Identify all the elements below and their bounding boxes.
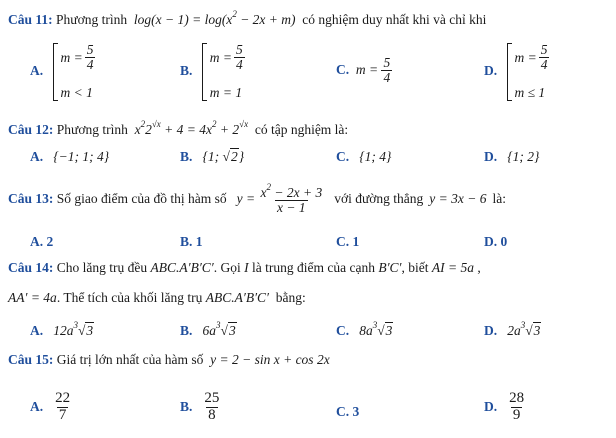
option-c-expression: m = $\frac{5}{4}$	[352, 55, 391, 86]
question-14-point: I	[244, 260, 249, 275]
question-13-option-b[interactable]: B. 1	[180, 234, 203, 249]
option-a-system: m = $\frac{5}{4}$ m < 1	[53, 43, 96, 101]
question-12-text-a: Phương trình	[56, 122, 128, 137]
option-a-label: A.	[30, 63, 44, 79]
question-13-text-b: với đường thẳng	[334, 191, 424, 207]
option-a-label: A.	[30, 149, 44, 164]
question-12-option-b[interactable]	[180, 149, 244, 165]
question-14-text-e: . Thể tích của khối lăng trụ	[56, 290, 203, 305]
question-14-text-a: Cho lăng trụ đều	[56, 260, 148, 275]
question-11-equation: $\log(x - 1) = \log(x^2 - 2x + m)$	[133, 9, 296, 27]
option-b-fraction: $\frac{25}{8}$	[204, 390, 220, 423]
question-15-option-b[interactable]	[180, 391, 221, 424]
question-14-text-b: . Gọi	[213, 260, 241, 275]
option-a-set: {−1; 1; 4}	[46, 149, 110, 164]
option-b-set: {1; √2}	[195, 149, 245, 164]
option-a-fraction: $\frac{22}{7}$	[55, 390, 71, 423]
question-13-label: Câu 13:	[8, 191, 54, 207]
question-11-option-c[interactable]	[336, 56, 392, 85]
question-14-option-d[interactable]	[484, 320, 541, 339]
question-11-label: Câu 11:	[8, 12, 53, 27]
question-11-text-a: Phương trình	[56, 12, 128, 27]
option-d-system: m = $\frac{5}{4}$ m ≤ 1	[507, 43, 550, 101]
question-15-label: Câu 15:	[8, 352, 54, 367]
question-14-line-1: Câu 14: Cho lăng trụ đều ABC.A′B′C′. Gọi I là trung điểm của cạnh B′C′, biết AI = 5a ,	[8, 260, 481, 275]
question-12-option-c[interactable]	[336, 149, 391, 165]
question-13-function: y = $\frac{x^2 - 2x + 3}{x - 1}$	[236, 182, 323, 216]
option-b-label: B.	[180, 323, 193, 338]
option-c-label: C.	[336, 149, 350, 164]
option-c-set: {1; 4}	[352, 149, 392, 164]
question-12-text-b: có tập nghiệm là:	[254, 122, 349, 137]
question-13-option-a[interactable]: A. 2	[30, 234, 54, 249]
question-12-option-d[interactable]	[484, 149, 539, 165]
option-d-label: D.	[484, 63, 498, 79]
question-15-option-d[interactable]	[484, 391, 526, 424]
question-14-text-d: , biết	[401, 260, 429, 275]
question-14-option-b[interactable]	[180, 320, 237, 339]
question-14-prism: ABC.A′B′C′	[150, 260, 214, 275]
option-c-label: C.	[336, 323, 350, 338]
option-d-label: D.	[484, 323, 498, 338]
question-14-label: Câu 14:	[8, 260, 54, 275]
question-14-text-c: là trung điểm của cạnh	[252, 260, 375, 275]
option-b-label: B.	[180, 63, 193, 79]
option-d-fraction: $\frac{28}{9}$	[509, 390, 525, 423]
question-15-text-a: Giá trị lớn nhất của hàm số	[56, 352, 204, 367]
question-14-text-f: bằng:	[275, 290, 306, 305]
option-b-expression: $6a^3√3$	[195, 320, 236, 338]
question-15-option-a[interactable]	[30, 391, 72, 424]
question-14-option-a[interactable]	[30, 320, 94, 339]
question-14-ai: AI = 5a	[431, 260, 474, 275]
option-b-label: B.	[180, 399, 193, 415]
option-c-label: C.	[336, 61, 350, 77]
question-11-option-b[interactable]	[180, 43, 245, 101]
option-d-label: D.	[484, 399, 498, 415]
question-13-text-a: Số giao điểm của đồ thị hàm số	[56, 191, 227, 207]
question-14-edge: B′C′	[378, 260, 402, 275]
option-d-label: D.	[484, 149, 498, 164]
question-11-line	[8, 9, 486, 28]
option-a-label: A.	[30, 323, 44, 338]
question-13-text-c: là:	[492, 191, 507, 207]
question-15-function: y = 2 − sin x + cos 2x	[210, 352, 330, 367]
question-13-option-c[interactable]: C. 1	[336, 234, 360, 249]
question-11-option-a[interactable]	[30, 43, 95, 101]
question-12-label: Câu 12:	[8, 122, 54, 137]
question-14-line-2	[8, 290, 306, 306]
question-11-text-b: có nghiệm duy nhất khi và chỉ khi	[302, 12, 487, 27]
question-12-equation: $x^22^{√x} + 4 = 4x^2 + 2^{√x}$	[134, 119, 249, 137]
question-13-line-equation: y = 3x − 6	[429, 191, 487, 207]
question-13-line	[8, 183, 506, 215]
question-11-option-d[interactable]	[484, 43, 549, 101]
option-b-system: m = $\frac{5}{4}$ m = 1	[202, 43, 245, 101]
option-b-label: B.	[180, 149, 193, 164]
question-13-option-d[interactable]: D. 0	[484, 234, 508, 249]
question-12-line	[8, 119, 348, 138]
question-12-option-a[interactable]	[30, 149, 109, 165]
option-a-label: A.	[30, 399, 44, 415]
question-15-line	[8, 352, 330, 368]
question-14-aa: AA′ = 4a	[8, 290, 57, 305]
option-a-expression: $12a^3√3$	[46, 320, 94, 338]
question-14-option-c[interactable]	[336, 320, 393, 339]
question-15-option-c[interactable]: C. 3	[336, 404, 360, 419]
option-c-expression: $8a^3√3$	[352, 320, 393, 338]
question-14-prism-2: ABC.A′B′C′	[205, 290, 270, 305]
option-d-expression: $2a^3√3$	[500, 320, 541, 338]
option-d-set: {1; 2}	[500, 149, 540, 164]
